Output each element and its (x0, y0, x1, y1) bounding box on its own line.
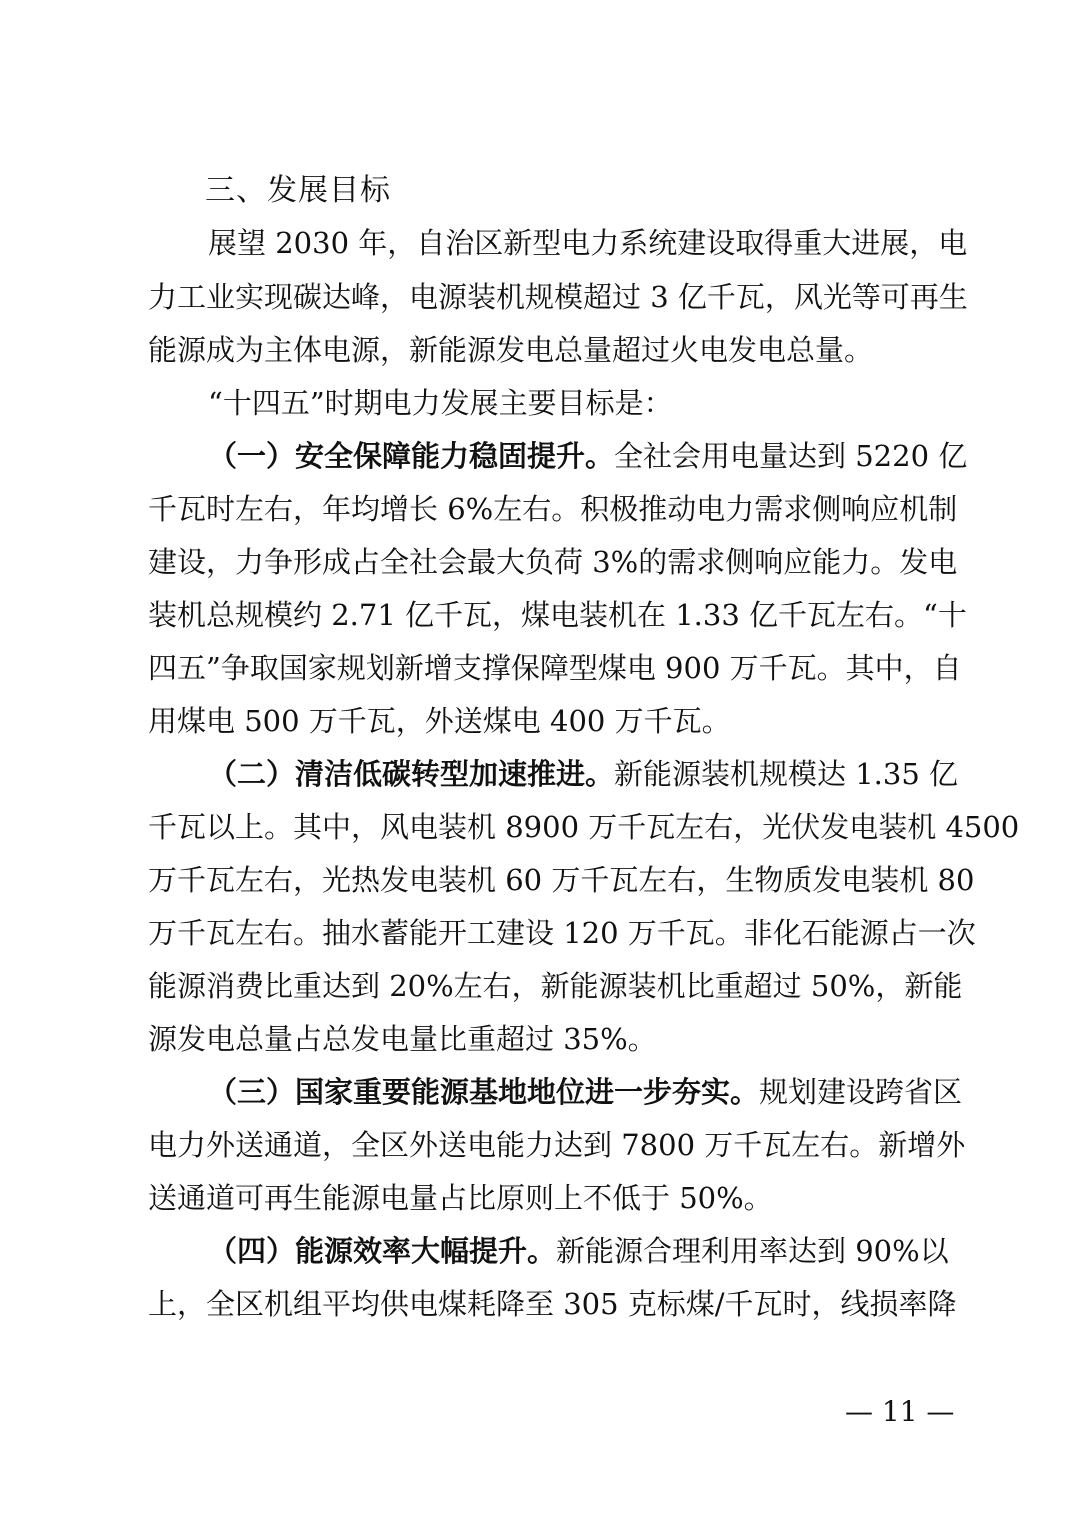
goal2-first-line (208, 751, 959, 797)
intro-line-1: 展望 2030 年，自治区新型电力系统建设取得重大进展，电 (208, 226, 968, 260)
goal1-first-text: 全社会用电量达到 5220 亿 (614, 439, 968, 473)
goal2-line-5: 能源消费比重达到 20%左右，新能源装机比重超过 50%，新能 (148, 969, 963, 1003)
page-number: — 11 — (845, 1395, 955, 1428)
goal4-first-line (208, 1228, 949, 1274)
goal4-heading: （四）能源效率大幅提升。 (208, 1234, 557, 1268)
section-heading: 三、发展目标 (205, 173, 391, 208)
intro-line-2: 力工业实现碳达峰，电源装机规模超过 3 亿千瓦，风光等可再生 (148, 280, 968, 314)
goal2-heading: （二）清洁低碳转型加速推进。 (208, 757, 615, 791)
goal2-line-2: 千瓦以上。其中，风电装机 8900 万千瓦左右，光伏发电装机 4500 (148, 810, 1020, 844)
goal2-line-3: 万千瓦左右，光热发电装机 60 万千瓦左右，生物质发电装机 80 (148, 863, 975, 897)
goal1-heading: （一）安全保障能力稳固提升。 (208, 439, 615, 473)
goal3-heading: （三）国家重要能源基地地位进一步夯实。 (208, 1075, 760, 1109)
goal1-line-3: 建设，力争形成占全社会最大负荷 3%的需求侧响应能力。发电 (148, 545, 958, 579)
goal3-first-line (208, 1069, 963, 1115)
main-goals-line: “十四五”时期电力发展主要目标是： (208, 386, 673, 420)
goal4-first-text: 新能源合理利用率达到 90%以 (556, 1234, 949, 1268)
goal1-line-2: 千瓦时左右，年均增长 6%左右。积极推动电力需求侧响应机制 (148, 492, 958, 526)
goal2-line-6: 源发电总量占总发电量比重超过 35%。 (148, 1022, 657, 1056)
goal2-first-text: 新能源装机规模达 1.35 亿 (614, 757, 959, 791)
goal2-line-4: 万千瓦左右。抽水蓄能开工建设 120 万千瓦。非化石能源占一次 (148, 916, 976, 950)
goal1-line-5: 四五”争取国家规划新增支撑保障型煤电 900 万千瓦。其中，自 (148, 651, 962, 685)
goal3-line-3: 送通道可再生能源电量占比原则上不低于 50%。 (148, 1181, 773, 1215)
goal1-first-line (208, 433, 968, 479)
goal3-first-text: 规划建设跨省区 (759, 1075, 963, 1109)
goal1-line-4: 装机总规模约 2.71 亿千瓦，煤电装机在 1.33 亿千瓦左右。“十 (148, 598, 967, 632)
goal1-line-6: 用煤电 500 万千瓦，外送煤电 400 万千瓦。 (148, 704, 731, 738)
goal4-line-2: 上，全区机组平均供电煤耗降至 305 克标煤/千瓦时，线损率降 (148, 1287, 957, 1321)
intro-line-3: 能源成为主体电源，新能源发电总量超过火电发电总量。 (148, 333, 874, 367)
goal3-line-2: 电力外送通道，全区外送电能力达到 7800 万千瓦左右。新增外 (148, 1128, 966, 1162)
